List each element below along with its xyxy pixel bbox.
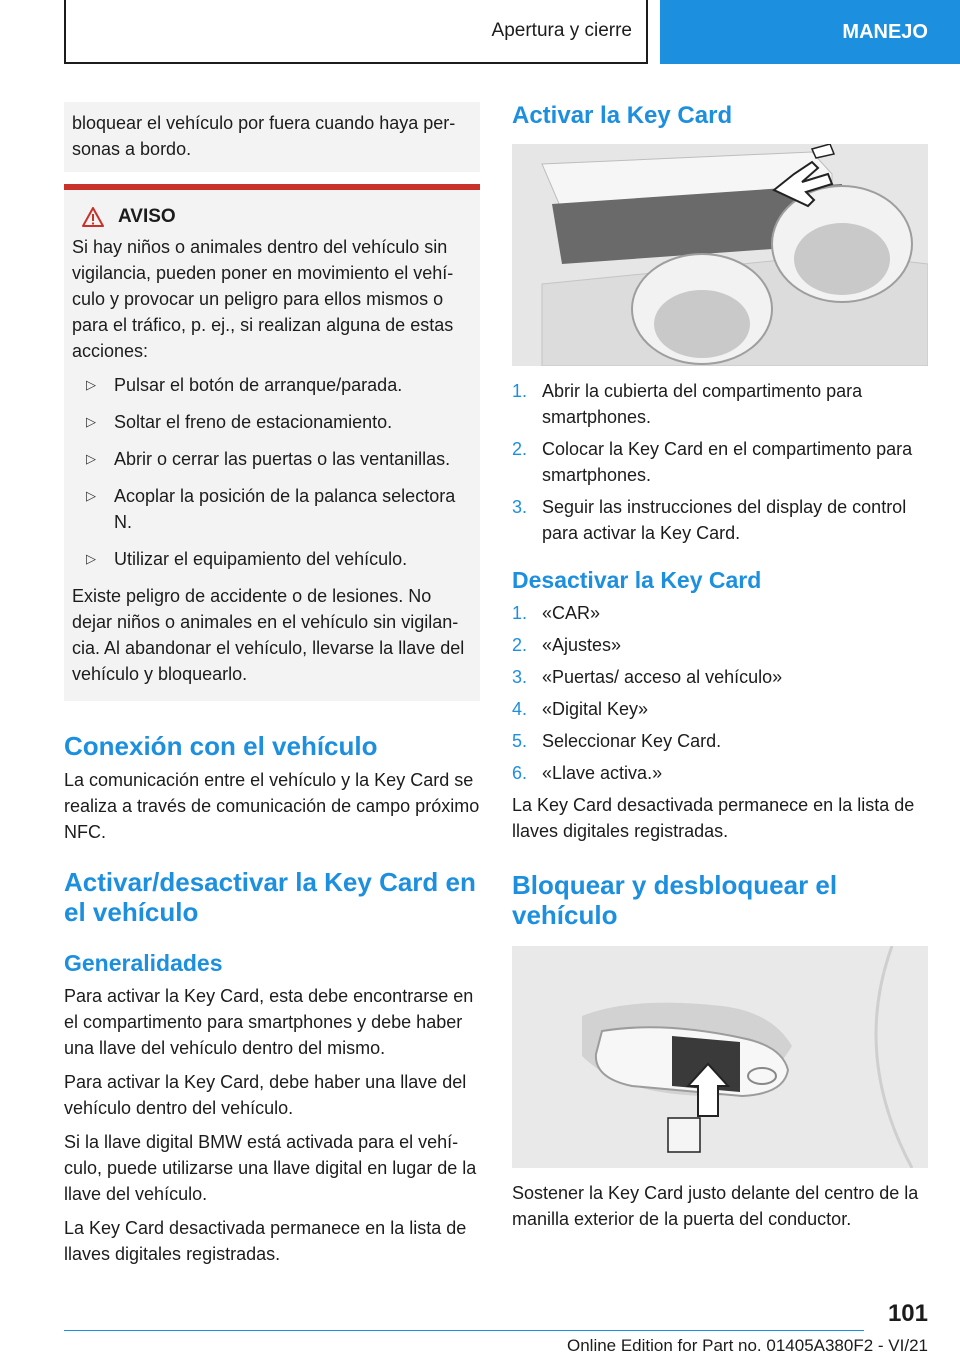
warning-outro: Existe peligro de accidente o de lesiones. No dejar niños o animales en el vehículo sin vigilan-cia. Al abandonar el vehículo, llevarse la llave del vehículo y bloquearlo. xyxy=(72,586,465,684)
general-paragraph: Para activar la Key Card, debe haber una llave del vehículo dentro del vehículo. xyxy=(64,1072,467,1118)
list-item: 2. «Ajustes» xyxy=(512,635,622,655)
intro-box xyxy=(64,102,480,172)
warning-intro: Si hay niños o animales dentro del vehículo sin vigilancia, pueden poner en movimiento el vehí-culo y provocar un peligro para ellos mismos o para el tráfico, p. ej., si realizan alguna de estas acciones: xyxy=(72,237,454,361)
list-item: 5. Seleccionar Key Card. xyxy=(512,731,722,751)
general-heading: Generalidades xyxy=(64,950,223,976)
compartment-illustration xyxy=(512,144,928,366)
deactivate-note: La Key Card desactivada permanece en la lista de llaves digitales registradas. xyxy=(512,795,915,841)
activate-heading: Activar la Key Card xyxy=(512,102,733,129)
list-item: 4. «Digital Key» xyxy=(512,699,649,719)
lock-heading: Bloquear y desbloquear el vehículo xyxy=(512,870,838,930)
list-item: ▷ Pulsar el botón de arranque/parada. xyxy=(72,372,472,398)
general-paragraph: Para activar la Key Card, esta debe encontrarse en el compartimento para smartphones y debe haber una llave del vehículo dentro del mismo. xyxy=(64,986,474,1058)
list-item: 1. «CAR» xyxy=(512,603,601,623)
header-chapter-title: MANEJO xyxy=(842,20,928,43)
header-chapter-tab xyxy=(660,0,960,64)
list-item: ▷ Abrir o cerrar las puertas o las ventanillas. xyxy=(72,446,472,472)
lock-caption: Sostener la Key Card justo delante del centro de la manilla exterior de la puerta del conductor. xyxy=(512,1183,919,1229)
warning-triangle-icon xyxy=(82,207,104,227)
list-item: ▷ Utilizar el equipamiento del vehículo. xyxy=(72,546,472,572)
list-item: 3. Seguir las instrucciones del display de control para activar la Key Card. xyxy=(512,497,907,543)
list-item: ▷ Acoplar la posición de la palanca selectora N. xyxy=(72,483,472,535)
footer-divider xyxy=(64,1330,864,1331)
bullet-triangle-icon: ▷ xyxy=(86,451,96,466)
general-paragraph: Si la llave digital BMW está activada para el vehí-culo, puede utilizarse una llave digital en lugar de la llave del vehículo. xyxy=(64,1132,477,1204)
warning-box xyxy=(64,184,480,701)
warning-label: AVISO xyxy=(118,206,176,227)
warning-title xyxy=(72,204,472,230)
header-section-title: Apertura y cierre xyxy=(491,20,632,41)
list-item: ▷ Soltar el freno de estacionamiento. xyxy=(72,409,472,435)
general-paragraph: La Key Card desactivada permanece en la lista de llaves digitales registradas. xyxy=(64,1218,467,1264)
bullet-triangle-icon: ▷ xyxy=(86,377,96,392)
list-item: 3. «Puertas/ acceso al vehículo» xyxy=(512,667,783,687)
list-item: 1. Abrir la cubierta del compartimento para smartphones. xyxy=(512,381,863,427)
left-column xyxy=(64,102,480,1275)
smartphone-compartment-image xyxy=(512,144,928,366)
right-column xyxy=(512,102,928,1240)
connection-heading: Conexión con el vehículo xyxy=(64,731,378,761)
bullet-triangle-icon: ▷ xyxy=(86,551,96,566)
bullet-triangle-icon: ▷ xyxy=(86,414,96,429)
page-number: 101 xyxy=(887,1300,928,1327)
deactivate-steps xyxy=(512,600,928,786)
door-handle-illustration xyxy=(512,946,928,1168)
activate-deactivate-heading: Activar/desactivar la Key Card en el vehículo xyxy=(64,867,476,927)
bullet-triangle-icon: ▷ xyxy=(86,488,96,503)
door-handle-image xyxy=(512,946,928,1168)
connection-text: La comunicación entre el vehículo y la Key Card se realiza a través de comunicación de campo próximo NFC. xyxy=(64,770,480,842)
intro-text: bloquear el vehículo por fuera cuando haya per-sonas a bordo. xyxy=(72,113,456,159)
warning-list xyxy=(72,372,472,572)
footer-edition: Online Edition for Part no. 01405A380F2 - VI/21 xyxy=(566,1336,928,1355)
deactivate-heading: Desactivar la Key Card xyxy=(512,567,762,593)
header-section-tab xyxy=(64,0,648,64)
activate-steps xyxy=(512,378,928,546)
list-item: 6. «Llave activa.» xyxy=(512,763,663,783)
list-item: 2. Colocar la Key Card en el compartimento para smartphones. xyxy=(512,439,913,485)
